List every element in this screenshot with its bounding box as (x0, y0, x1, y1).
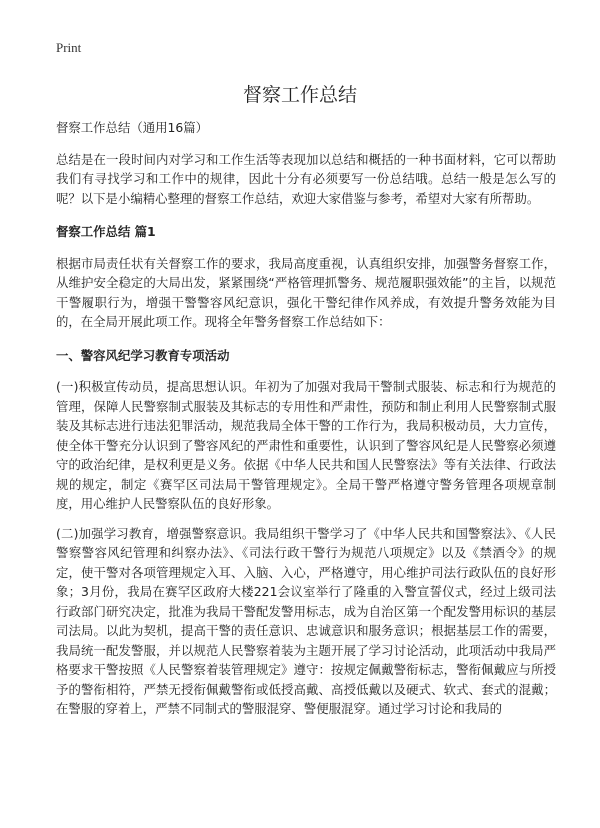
body-paragraph-2: (二)加强学习教育，增强警察意识。我局组织干警学习了《中华人民共和国警察法》、《人民警察警容风纪管理和纠察办法》、《司法行政干警行为规范八项规定》以及《禁酒令》的规定，使干警对各项管理规定入耳、入脑、入心，严格遵守，用心维护司法行政队伍的良好形象；3月份，我局在赛罕区政府大楼221会议室举行了隆重的入警宣誓仪式，经过上级司法行政部门研究决定，批准为我局干警配发警用标志，成为自治区第一个配发警用标识的基层司法局。以此为契机，提高干警的责任意识、忠诚意识和服务意识；根据基层工作的需要，我局统一配发警服，并以规范人民警察着装为主题开展了学习讨论活动，此项活动中我局严格要求干警按照《人民警察着装管理规定》遵守：按规定佩戴警衔标志，警衔佩戴应与所授予的警衔相符，严禁无授衔佩戴警衔或低授高戴、高授低戴以及硬式、软式、套式的混戴；在警服的穿着上，严禁不同制式的警服混穿、警便服混穿。通过学习讨论和我局的 (56, 525, 556, 716)
intro-paragraph: 总结是在一段时间内对学习和工作生活等表现加以总结和概括的一种书面材料，它可以帮助我们有寻找学习和工作中的规律，因此十分有必须要写一份总结哦。总结一般是怎么写的呢？以下是小编精心整理的督察工作总结，欢迎大家借鉴与参考，希望对大家有所帮助。 (56, 151, 556, 206)
print-label: Print (56, 40, 82, 55)
document-subtitle: 督察工作总结（通用16篇） (56, 120, 209, 135)
body-paragraph-1: (一)积极宣传动员，提高思想认识。年初为了加强对我局干警制式服装、标志和行为规范的管理，保障人民警察制式服装及其标志的专用性和严肃性，预防和制止利用人民警察制式服装及其标志进行违法犯罪活动，规范我局全体干警的工作行为，我局积极动员，大力宣传，使全体干警充分认识到了警容风纪的严肃性和重要性，认识到了警容风纪是人民警察必须遵守的政治纪律，是权利更是义务。依据《中华人民共和国人民警察法》等有关法律、行政法规的规定，制定《赛罕区司法局干警管理规定》。全局干警严格遵守警务管理各项规章制度，用心维护人民警察队伍的良好形象。 (56, 379, 556, 511)
section-heading: 督察工作总结 篇1 (56, 224, 156, 239)
document-content (56, 118, 556, 729)
subsection-heading: 一、警容风纪学习教育专项活动 (56, 347, 230, 363)
section-paragraph: 根据市局责任状有关督察工作的要求，我局高度重视，认真组织安排，加强警务督察工作，从维护安全稳定的大局出发，紧紧围绕“严格管理抓警务、规范履职强效能”的主旨，以规范干警履职行为，增强干警警容风纪意识，强化干警纪律作风养成，有效提升警务效能为目的，在全局开展此项工作。现将全年警务督察工作总结如下： (56, 255, 556, 329)
document-title: 督察工作总结 (242, 84, 357, 106)
